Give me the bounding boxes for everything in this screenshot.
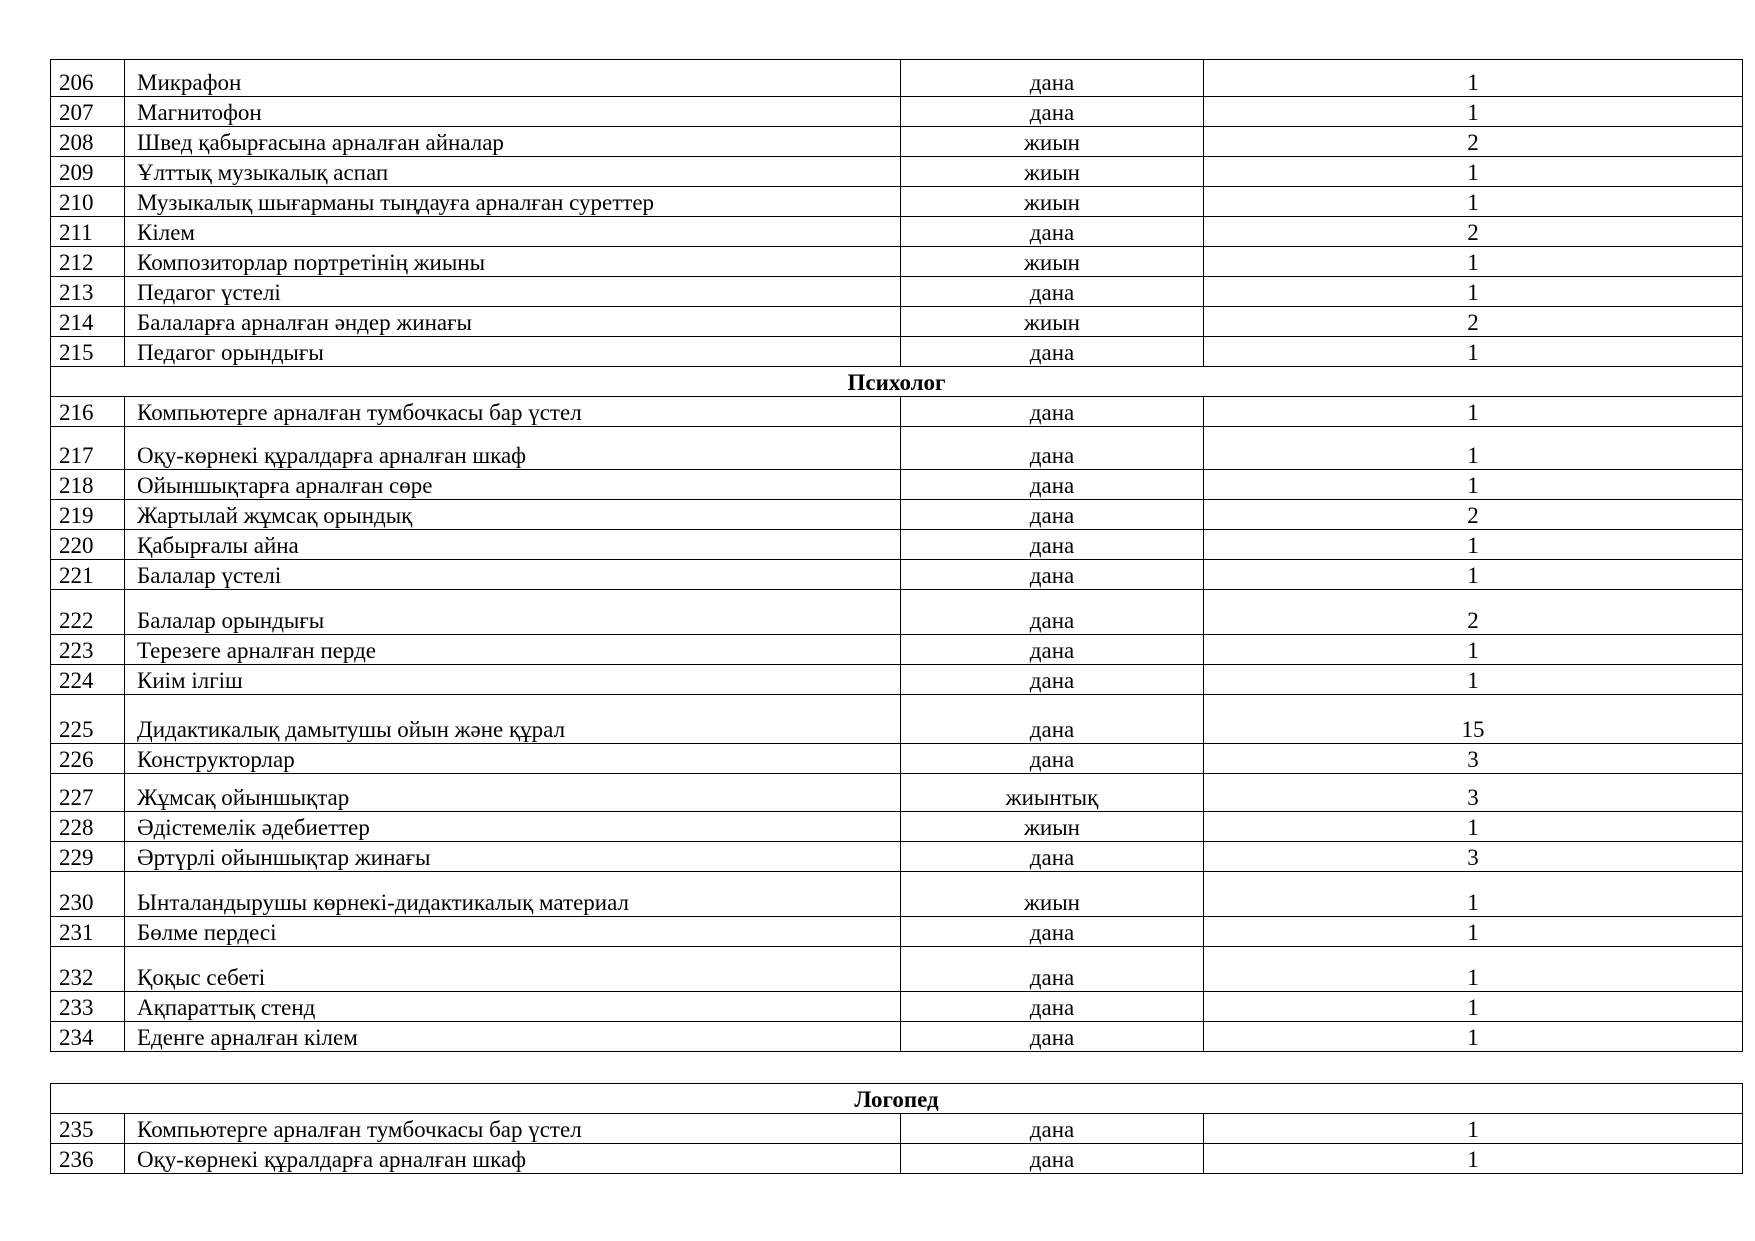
table-row [51,1144,1743,1174]
item-quantity: 1 [1204,427,1743,470]
equipment-table [50,59,1743,1052]
item-quantity: 1 [1204,992,1743,1022]
row-number: 233 [51,992,125,1022]
table-body-music [51,60,1743,367]
item-name: Ақпараттық стенд [125,992,901,1022]
item-name: Музыкалық шығарманы тыңдауға арналған суреттер [125,187,901,217]
section-row [51,1084,1743,1114]
unit-of-measure: жиын [901,187,1204,217]
item-quantity: 1 [1204,665,1743,695]
item-name: Терезеге арналған перде [125,635,901,665]
item-quantity: 1 [1204,187,1743,217]
item-name: Қабырғалы айна [125,530,901,560]
row-number: 217 [51,427,125,470]
row-number: 235 [51,1114,125,1144]
unit-of-measure: дана [901,60,1204,97]
item-name: Балаларға арналған әндер жинағы [125,307,901,337]
table-row [51,60,1743,97]
table-row [51,560,1743,590]
row-number: 212 [51,247,125,277]
item-name: Оқу-көрнекі құралдарға арналған шкаф [125,427,901,470]
row-number: 224 [51,665,125,695]
table-row [51,247,1743,277]
unit-of-measure: жиын [901,247,1204,277]
row-number: 226 [51,744,125,774]
item-quantity: 1 [1204,277,1743,307]
row-number: 218 [51,470,125,500]
item-quantity: 2 [1204,500,1743,530]
item-quantity: 1 [1204,470,1743,500]
item-name: Компьютерге арналған тумбочкасы бар үстел [125,397,901,427]
item-quantity: 2 [1204,307,1743,337]
item-name: Дидактикалық дамытушы ойын және құрал [125,695,901,744]
unit-of-measure: дана [901,530,1204,560]
item-name: Оқу-көрнекі құралдарға арналған шкаф [125,1144,901,1174]
item-quantity: 2 [1204,590,1743,635]
item-name: Бөлме пердесі [125,917,901,947]
row-number: 211 [51,217,125,247]
item-name: Компьютерге арналған тумбочкасы бар үстел [125,1114,901,1144]
table-row [51,157,1743,187]
item-name: Кілем [125,217,901,247]
table-row [51,917,1743,947]
table-row [51,812,1743,842]
table-row [51,665,1743,695]
table-row [51,530,1743,560]
item-quantity: 1 [1204,1144,1743,1174]
unit-of-measure: дана [901,695,1204,744]
unit-of-measure: дана [901,1114,1204,1144]
unit-of-measure: дана [901,665,1204,695]
item-quantity: 1 [1204,157,1743,187]
row-number: 221 [51,560,125,590]
item-quantity: 1 [1204,872,1743,917]
section-title-logoped: Логопед [51,1084,1743,1114]
item-name: Ойыншықтарға арналған сөре [125,470,901,500]
item-quantity: 1 [1204,635,1743,665]
item-name: Композиторлар портретінің жиыны [125,247,901,277]
row-number: 223 [51,635,125,665]
unit-of-measure: дана [901,97,1204,127]
table-row [51,97,1743,127]
row-number: 216 [51,397,125,427]
item-name: Киім ілгіш [125,665,901,695]
unit-of-measure: дана [901,590,1204,635]
table-body-psychologist [51,367,1743,397]
row-number: 206 [51,60,125,97]
table-row [51,947,1743,992]
row-number: 220 [51,530,125,560]
logoped-table [50,1083,1743,1174]
item-quantity: 1 [1204,947,1743,992]
row-number: 227 [51,774,125,812]
table-row [51,992,1743,1022]
table-row [51,277,1743,307]
unit-of-measure: дана [901,397,1204,427]
table-row [51,127,1743,157]
unit-of-measure: жиынтық [901,774,1204,812]
item-quantity: 1 [1204,917,1743,947]
unit-of-measure: дана [901,500,1204,530]
item-name: Жұмсақ ойыншықтар [125,774,901,812]
item-name: Балалар орындығы [125,590,901,635]
table-row [51,842,1743,872]
row-number: 232 [51,947,125,992]
row-number: 209 [51,157,125,187]
table-row [51,872,1743,917]
item-name: Педагог орындығы [125,337,901,367]
item-quantity: 1 [1204,530,1743,560]
table-row [51,695,1743,744]
unit-of-measure: дана [901,744,1204,774]
table-row [51,307,1743,337]
item-name: Швед қабырғасына арналған айналар [125,127,901,157]
unit-of-measure: дана [901,842,1204,872]
item-name: Магнитофон [125,97,901,127]
table-body-psychologist-items [51,397,1743,1052]
item-quantity: 1 [1204,812,1743,842]
unit-of-measure: жиын [901,127,1204,157]
table-row [51,427,1743,470]
item-quantity: 1 [1204,337,1743,367]
table-body-logoped [51,1114,1743,1174]
item-name: Ұлттық музыкалық аспап [125,157,901,187]
table-row [51,470,1743,500]
table-row [51,744,1743,774]
unit-of-measure: дана [901,1022,1204,1052]
unit-of-measure: дана [901,427,1204,470]
row-number: 228 [51,812,125,842]
table-row [51,774,1743,812]
row-number: 219 [51,500,125,530]
unit-of-measure: дана [901,277,1204,307]
row-number: 207 [51,97,125,127]
row-number: 234 [51,1022,125,1052]
table-row [51,397,1743,427]
item-name: Педагог үстелі [125,277,901,307]
item-quantity: 1 [1204,247,1743,277]
row-number: 210 [51,187,125,217]
row-number: 214 [51,307,125,337]
row-number: 222 [51,590,125,635]
unit-of-measure: дана [901,560,1204,590]
item-name: Еденге арналған кілем [125,1022,901,1052]
item-quantity: 3 [1204,842,1743,872]
item-name: Әртүрлі ойыншықтар жинағы [125,842,901,872]
table-row [51,337,1743,367]
unit-of-measure: жиын [901,307,1204,337]
item-quantity: 2 [1204,127,1743,157]
item-name: Конструкторлар [125,744,901,774]
item-quantity: 1 [1204,1022,1743,1052]
row-number: 236 [51,1144,125,1174]
unit-of-measure: жиын [901,812,1204,842]
item-quantity: 2 [1204,217,1743,247]
unit-of-measure: дана [901,917,1204,947]
item-name: Балалар үстелі [125,560,901,590]
section-row [51,367,1743,397]
table-row [51,217,1743,247]
item-quantity: 1 [1204,97,1743,127]
unit-of-measure: дана [901,1144,1204,1174]
item-quantity: 1 [1204,60,1743,97]
unit-of-measure: жиын [901,872,1204,917]
row-number: 208 [51,127,125,157]
section-title-psychologist: Психолог [51,367,1743,397]
unit-of-measure: дана [901,217,1204,247]
table-row [51,187,1743,217]
unit-of-measure: жиын [901,157,1204,187]
row-number: 231 [51,917,125,947]
item-name: Қоқыс себеті [125,947,901,992]
item-name: Микрафон [125,60,901,97]
unit-of-measure: дана [901,470,1204,500]
item-name: Ынталандырушы көрнекі-дидактикалық материал [125,872,901,917]
row-number: 215 [51,337,125,367]
unit-of-measure: дана [901,947,1204,992]
unit-of-measure: дана [901,992,1204,1022]
item-quantity: 3 [1204,774,1743,812]
table-row [51,1114,1743,1144]
item-quantity: 15 [1204,695,1743,744]
table-row [51,1022,1743,1052]
item-name: Әдістемелік әдебиеттер [125,812,901,842]
item-quantity: 1 [1204,1114,1743,1144]
table-row [51,635,1743,665]
item-quantity: 3 [1204,744,1743,774]
unit-of-measure: дана [901,635,1204,665]
row-number: 213 [51,277,125,307]
table-row [51,590,1743,635]
table-body-logoped-header [51,1084,1743,1114]
item-quantity: 1 [1204,397,1743,427]
unit-of-measure: дана [901,337,1204,367]
item-quantity: 1 [1204,560,1743,590]
row-number: 229 [51,842,125,872]
row-number: 230 [51,872,125,917]
table-row [51,500,1743,530]
item-name: Жартылай жұмсақ орындық [125,500,901,530]
row-number: 225 [51,695,125,744]
